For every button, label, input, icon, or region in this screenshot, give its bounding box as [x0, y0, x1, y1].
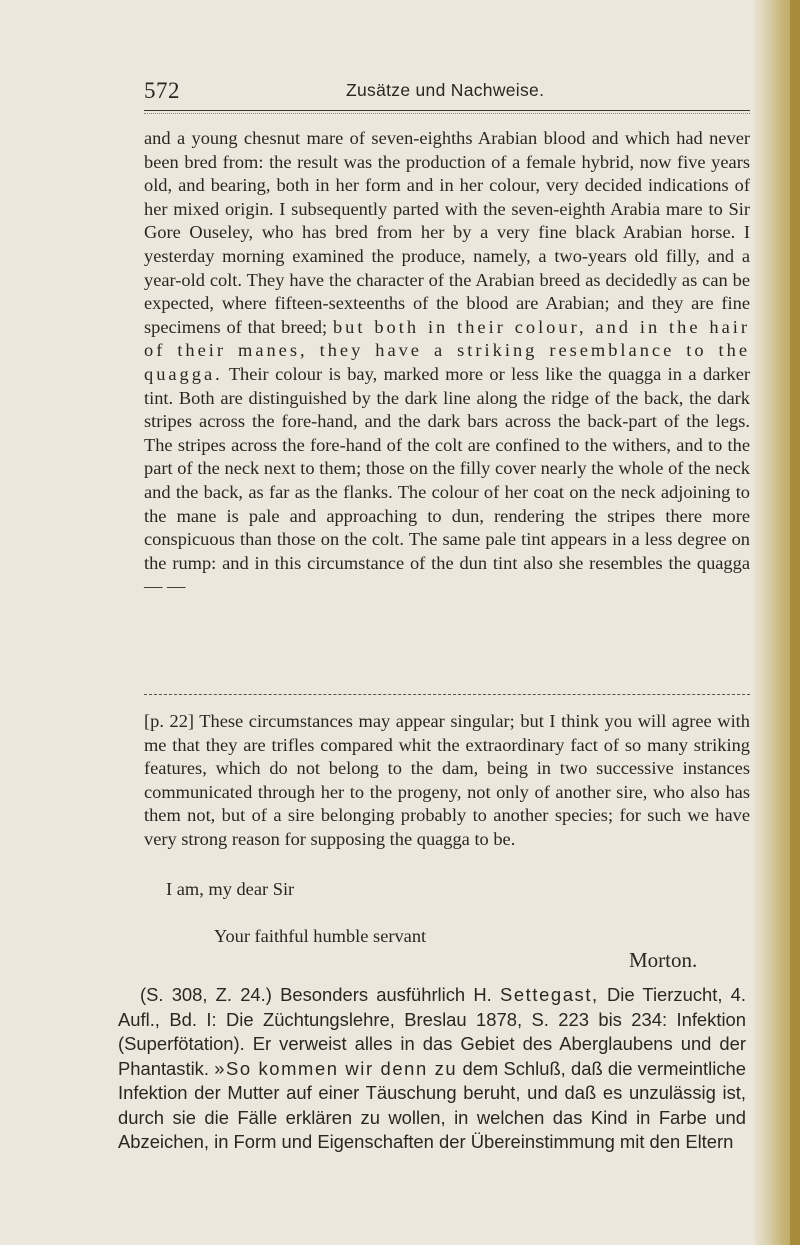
- paragraph-text: [p. 22] These circumstances may appear singular; but I think you will agree with me that they are trifles compared whit the extraordinary fact of so many striking features, which do not belong to the dam, being in two successive instances communicated through her to the progeny, not only of another sire, who also has them not, but of a sire belonging probably to another species; for such we have very strong reason for supposing the quagga to be.: [144, 711, 750, 849]
- header-rule: [144, 110, 750, 111]
- paragraph-text: and a young chesnut mare of seven-eighths Arabian blood and which had never been bred from: the result was the production of a female hybrid, now five years old, and bearing, both in her form and in her colour, very decided indications of her mixed origin. I subsequently parted with the seven-eighth Arabia mare to Sir Gore Ouseley, who has bred from her by a very fine black Arabian horse. I yesterday morning examined the produce, namely, a two-years old filly, and a year-old colt. They have the character of the Arabian breed as decidedly as can be expected, where fifteen-sexteenths of the blood are Arabian; and they are fine specimens of that breed;: [144, 128, 750, 337]
- running-title: Zusätze und Nachweise.: [346, 80, 545, 100]
- page-header: [144, 76, 754, 116]
- note-text: dem Schluß, daß die vermeintliche Infektion der Mutter auf einer Täuschung beruht, und daß es unzulässig ist, durch sie die Fälle erklären zu wollen, in welchen das Kind in Farbe und Abzeichen, in Form und Eigenschaften der Übereinstimmung mit den Eltern: [118, 1057, 746, 1152]
- letter-closing: [144, 879, 294, 900]
- header-rule-dotted: [144, 113, 750, 114]
- note-text: Besonders ausführlich H.: [280, 984, 492, 1005]
- annotation-note: [118, 983, 746, 1155]
- paragraph-text: Their colour is bay, marked more or less like the quagga in a darker tint. Both are distinguished by the dark line along the ridge of the back, the dark stripes across the fore-hand, and the dark bars across the back-part of the legs. The stripes across the fore-hand of the colt are confined to the withers, and to the part of the neck next to them; those on the filly cover nearly the whole of the neck and the back, as far as the flanks. The colour of her coat on the neck adjoining to the mane is pale and approaching to dun, rendering the stripes there more conspicuous than those on the colt. The same pale tint appears in a less degree on the rump: and in this circumstance of the dun tint also she resembles the quagga — —: [144, 363, 750, 597]
- spaced-emphasis-text: but both in their colour, and in the hair of their manes, they have a striking resemblance to the quagga.: [144, 316, 750, 384]
- page-number: 572: [144, 78, 180, 103]
- letter-paragraph-2: [144, 710, 750, 852]
- letter-valediction: Your faithful humble servant: [214, 926, 427, 946]
- note-author: Settegast,: [499, 984, 599, 1005]
- letter-paragraph-1: [144, 127, 750, 599]
- note-reference: (S. 308, Z. 24.): [140, 984, 272, 1005]
- closing-line: I am, my dear Sir: [166, 879, 295, 899]
- note-text: Die Tierzucht, 4. Aufl., Bd. I: Die Züchtungslehre, Breslau 1878, S. 223 bis 234: Infektion (Superfötation). Er verweist alles in das Gebiet des Aberglaubens und der Phantastik.: [118, 984, 747, 1079]
- letter-signature: Morton.: [629, 948, 698, 972]
- note-quote-start: »So kommen wir denn zu: [214, 1057, 458, 1079]
- omission-dash-rule: [144, 694, 750, 695]
- page-edge-gilding: [754, 0, 800, 1245]
